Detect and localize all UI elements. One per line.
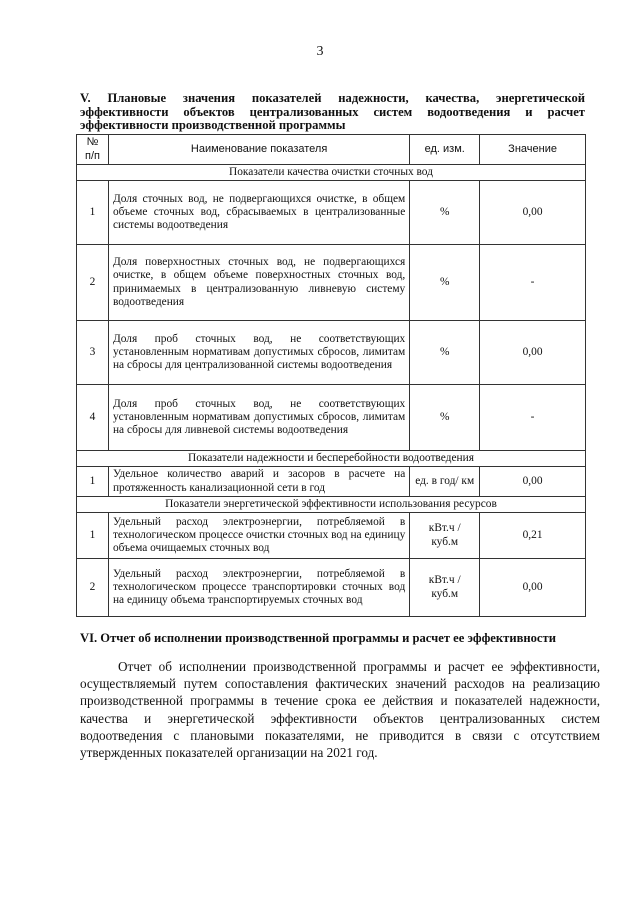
group-title-energy: Показатели энергетической эффективности использования ресурсов bbox=[77, 497, 586, 513]
section-6-title: VI. Отчет об исполнении производственной программы и расчет ее эффективности bbox=[80, 631, 556, 645]
row-unit: % bbox=[410, 245, 480, 321]
group-row bbox=[77, 451, 586, 467]
row-value: 0,00 bbox=[480, 321, 586, 385]
row-num: 1 bbox=[77, 513, 109, 559]
row-name: Удельное количество аварий и засоров в расчете на протяженность канализационной сети в год bbox=[108, 467, 409, 497]
row-value: - bbox=[480, 245, 586, 321]
table-row bbox=[77, 513, 586, 559]
table-row bbox=[77, 321, 586, 385]
row-name: Доля проб сточных вод, не соответствующих установленным нормативам допустимых сбросов, лимитам на сбросы для ливневой системы водоотведения bbox=[108, 385, 409, 451]
row-name: Удельный расход электроэнергии, потребляемой в технологическом процессе транспортировки сточных вод на единицу объема транспортируемых сточных вод bbox=[108, 559, 409, 617]
row-value: - bbox=[480, 385, 586, 451]
group-title-quality: Показатели качества очистки сточных вод bbox=[77, 165, 586, 181]
row-num: 2 bbox=[77, 559, 109, 617]
row-name: Доля проб сточных вод, не соответствующих установленным нормативам допустимых сбросов, лимитам на сбросы для централизованной системы водоотведения bbox=[108, 321, 409, 385]
row-unit: % bbox=[410, 321, 480, 385]
report-paragraph: Отчет об исполнении производственной программы и расчет ее эффективности, осуществляемый путем сопоставления фактических значений расходов на реализацию производственной программы в течение срока ее действия и показателей надежности, качества и энергетической эффективности объектов централизованных систем водоотведения с плановыми показателями, не приводится в связи с отсутствием утвержденных показателей организации на 2021 год. bbox=[80, 659, 600, 761]
table-header-row bbox=[77, 135, 586, 165]
section-5-title: V. Плановые значения показателей надежности, качества, энергетической эффективности объектов централизованных систем водоотведения и расчет эффективности производственной программы bbox=[80, 91, 585, 132]
header-value: Значение bbox=[480, 135, 586, 165]
indicators-table bbox=[76, 134, 586, 617]
group-row bbox=[77, 497, 586, 513]
row-unit: кВт.ч / куб.м bbox=[410, 513, 480, 559]
row-value: 0,00 bbox=[480, 467, 586, 497]
table-row bbox=[77, 385, 586, 451]
row-unit: кВт.ч / куб.м bbox=[410, 559, 480, 617]
row-value: 0,00 bbox=[480, 559, 586, 617]
row-unit: % bbox=[410, 181, 480, 245]
row-num: 1 bbox=[77, 181, 109, 245]
page-number: 3 bbox=[316, 44, 324, 59]
table-row bbox=[77, 559, 586, 617]
row-name: Доля сточных вод, не подвергающихся очистке, в общем объеме сточных вод, сбрасываемых в централизованные системы водоотведения bbox=[108, 181, 409, 245]
row-unit: % bbox=[410, 385, 480, 451]
header-num: № п/п bbox=[77, 135, 109, 165]
group-row bbox=[77, 165, 586, 181]
table-row bbox=[77, 181, 586, 245]
row-name: Доля поверхностных сточных вод, не подвергающихся очистке, в общем объеме поверхностных сточных вод, принимаемых в централизованную ливневую систему водоотведения bbox=[108, 245, 409, 321]
table-row bbox=[77, 245, 586, 321]
row-unit: ед. в год/ км bbox=[410, 467, 480, 497]
group-title-reliability: Показатели надежности и бесперебойности водоотведения bbox=[77, 451, 586, 467]
row-num: 3 bbox=[77, 321, 109, 385]
row-value: 0,00 bbox=[480, 181, 586, 245]
row-num: 4 bbox=[77, 385, 109, 451]
table-row bbox=[77, 467, 586, 497]
header-name: Наименование показателя bbox=[108, 135, 409, 165]
row-num: 2 bbox=[77, 245, 109, 321]
header-unit: ед. изм. bbox=[410, 135, 480, 165]
row-num: 1 bbox=[77, 467, 109, 497]
row-name: Удельный расход электроэнергии, потребляемой в технологическом процессе очистки сточных вод на единицу объема очищаемых сточных вод bbox=[108, 513, 409, 559]
row-value: 0,21 bbox=[480, 513, 586, 559]
